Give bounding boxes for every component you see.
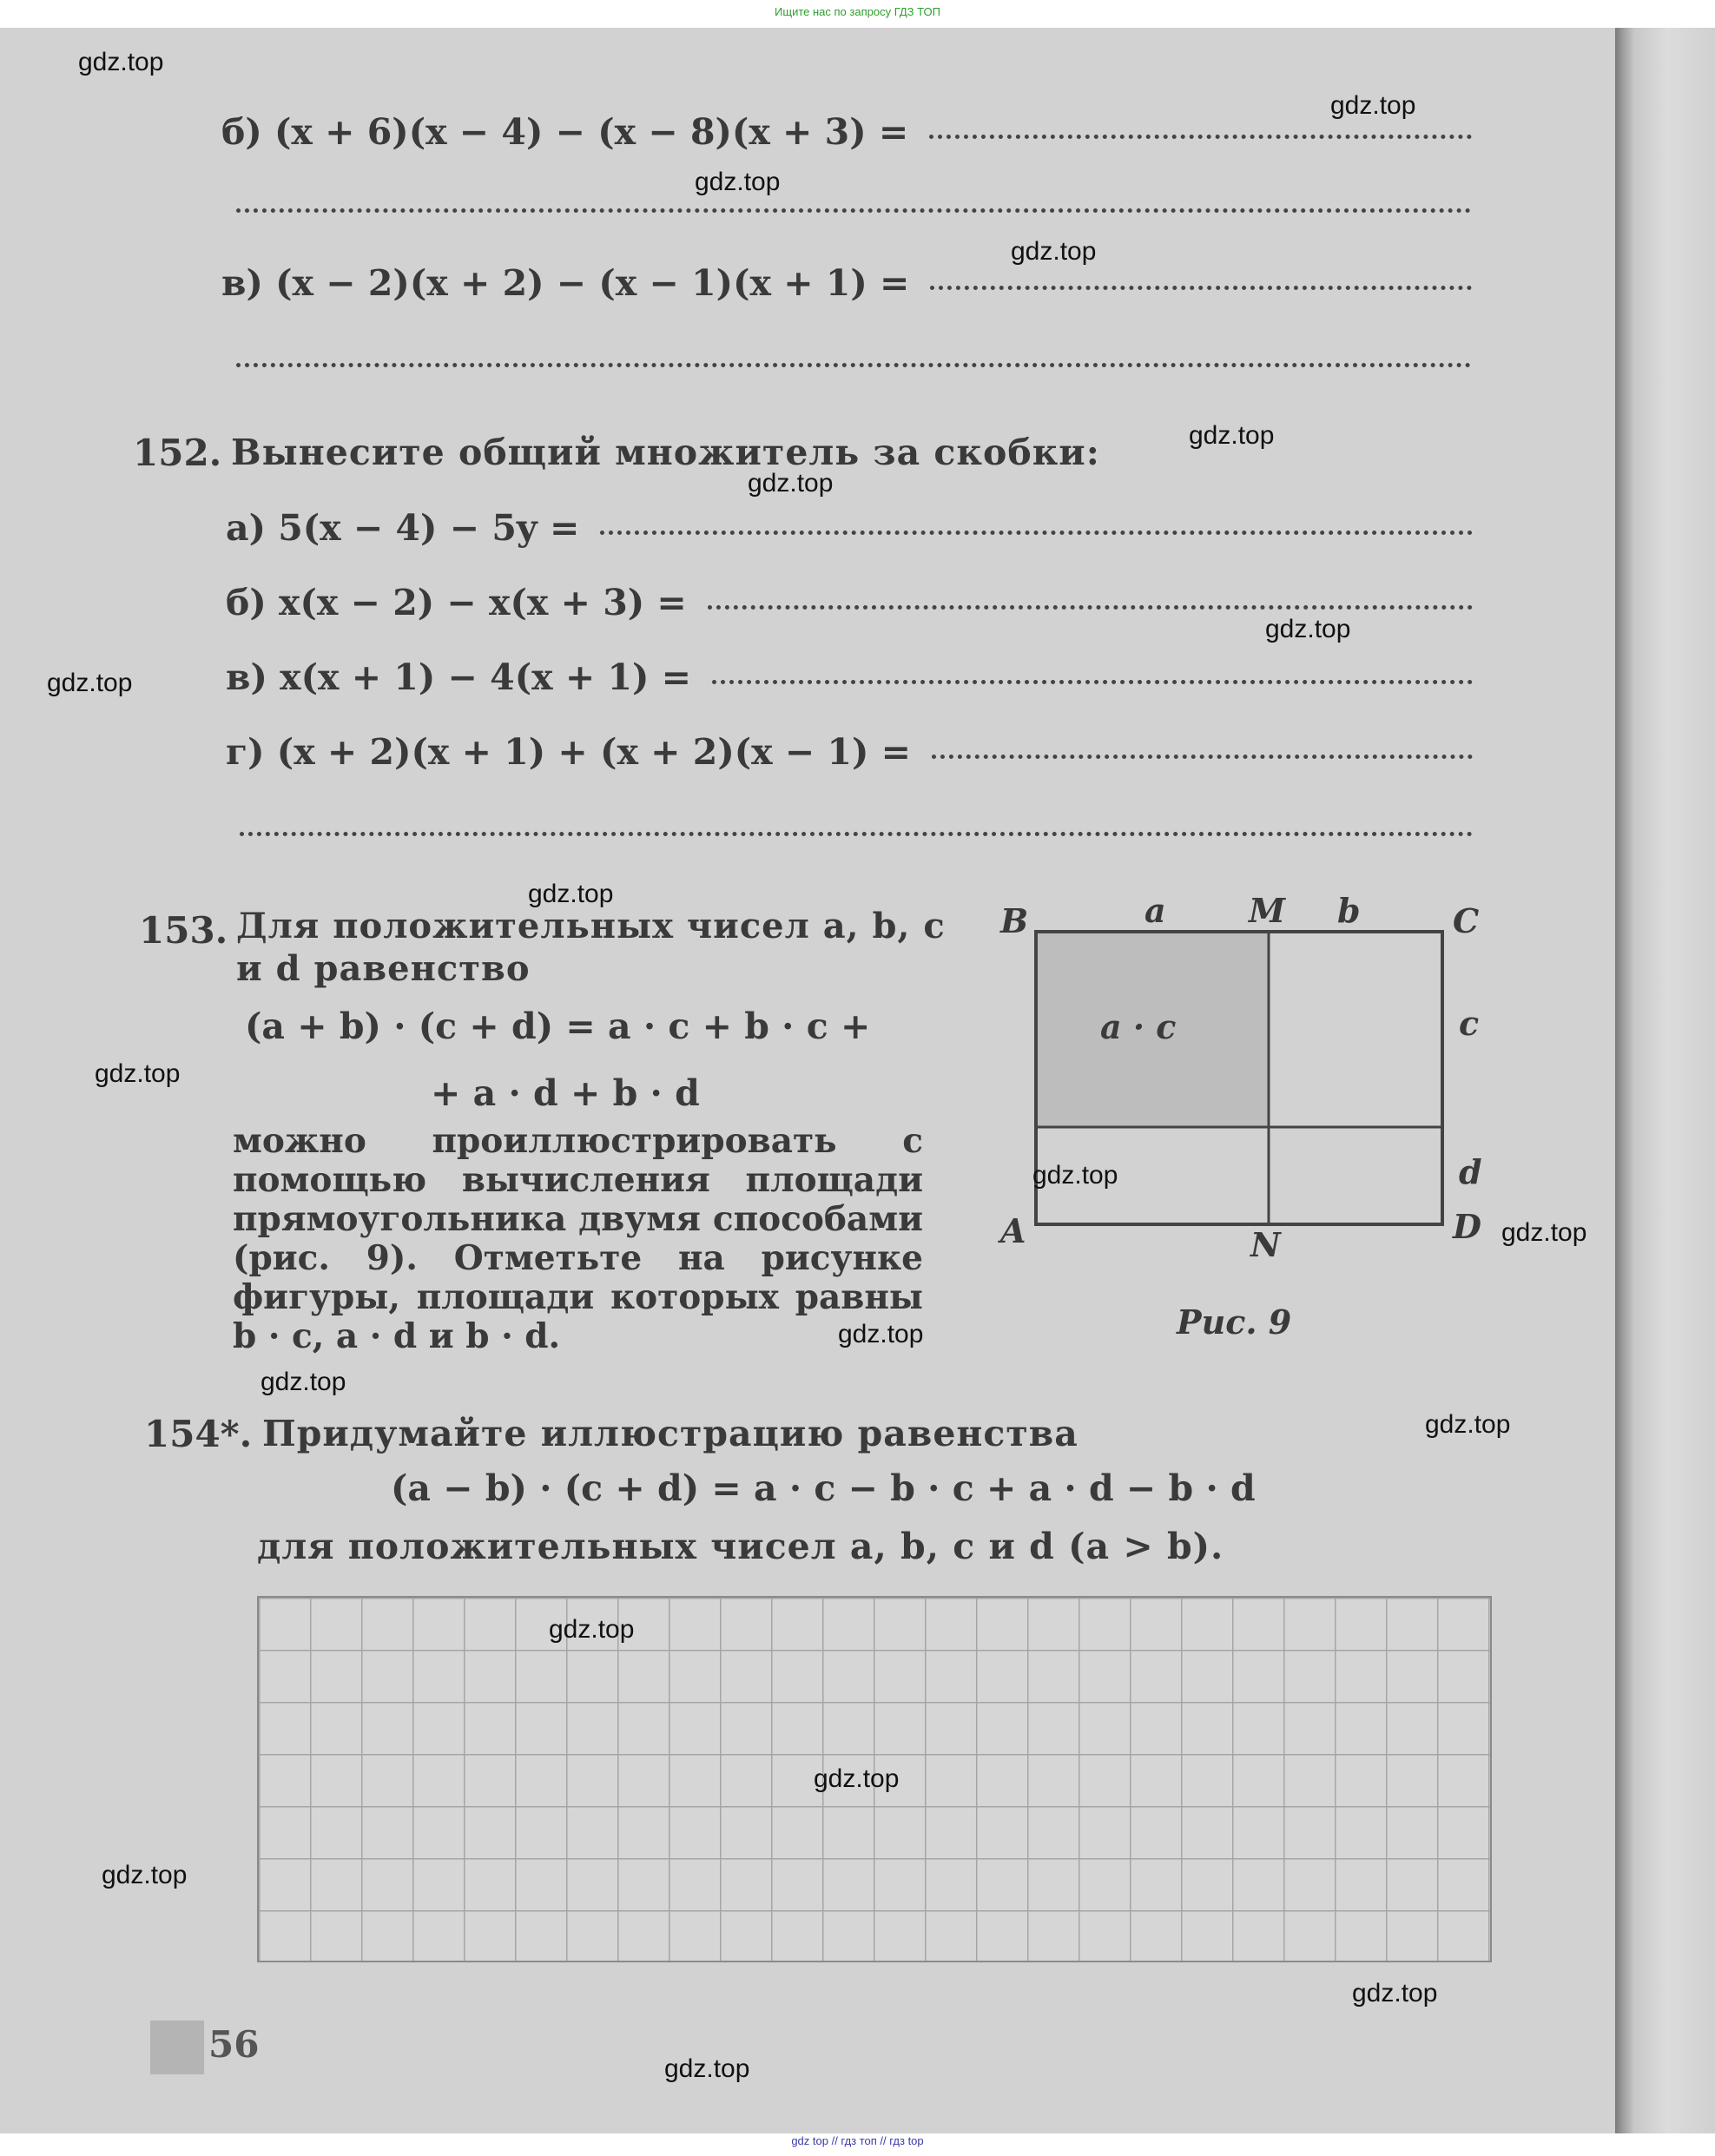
answer-dots (708, 605, 1473, 610)
task-154-formula: (a − b) · (c + d) = a · c − b · c + a · d − b · d (391, 1467, 1256, 1509)
task-153-intro-line1: Для положительных чисел a, b, c (236, 906, 946, 946)
watermark: gdz.top (47, 669, 133, 697)
label-ac: a · c (1100, 1007, 1177, 1046)
label-N: N (1250, 1225, 1281, 1264)
answer-dots (600, 531, 1473, 535)
label-c: c (1459, 1004, 1480, 1043)
task-152-b-expression: б) x(x − 2) − x(x + 3) = (226, 582, 687, 623)
label-D: D (1453, 1207, 1481, 1246)
task-154-title: Придумайте иллюстрацию равенства (262, 1413, 1078, 1454)
watermark: gdz.top (102, 1861, 188, 1889)
task-152-number: 152. (133, 432, 222, 474)
label-b: b (1337, 891, 1361, 930)
watermark: gdz.top (1352, 1979, 1438, 2008)
task-152-title: Вынесите общий множитель за скобки: (231, 432, 1100, 473)
prev-task-v-expression: в) (x − 2)(x + 2) − (x − 1)(x + 1) = (221, 262, 910, 304)
task-153-formula-line2: + a · d + b · d (431, 1072, 700, 1114)
top-note: Ищите нас по запросу ГДЗ ТОП (775, 5, 940, 18)
task-152-a (226, 507, 1473, 549)
watermark: gdz.top (95, 1059, 181, 1088)
watermark: gdz.top (838, 1320, 924, 1348)
label-d: d (1459, 1152, 1482, 1191)
task-152-a-expression: а) 5(x − 4) − 5y = (226, 507, 580, 549)
label-B: B (1000, 901, 1029, 940)
watermark: gdz.top (664, 2054, 750, 2083)
answer-dots-line (236, 208, 1471, 213)
task-152-v (226, 656, 1473, 698)
label-M: M (1249, 891, 1286, 930)
figure-9-rectangle-diagram (990, 886, 1494, 1372)
watermark: gdz.top (549, 1615, 635, 1644)
page-gutter (1615, 28, 1715, 2133)
watermark: gdz.top (261, 1368, 346, 1396)
label-a: a (1144, 891, 1166, 930)
task-153-intro-line2: и d равенство (236, 948, 531, 989)
prev-task-b-expression: б) (x + 6)(x − 4) − (x − 8)(x + 3) = (221, 111, 909, 153)
task-152-g (226, 731, 1473, 773)
task-154-condition: для положительных чисел a, b, c и d (a > b). (257, 1526, 1224, 1567)
answer-dots (712, 680, 1473, 684)
watermark: gdz.top (814, 1764, 900, 1793)
page-number-box (150, 2021, 204, 2074)
watermark: gdz.top (748, 469, 834, 498)
label-A: A (1000, 1211, 1026, 1250)
task-153-number: 153. (139, 909, 228, 952)
task-152-v-expression: в) x(x + 1) − 4(x + 1) = (226, 656, 692, 698)
task-153-formula-line1: (a + b) · (c + d) = a · c + b · c + (245, 1005, 871, 1047)
watermark: gdz.top (1032, 1161, 1118, 1190)
answer-dots (932, 755, 1473, 759)
watermark: gdz.top (1330, 91, 1416, 120)
answer-dots (930, 286, 1472, 290)
watermark: gdz.top (1265, 615, 1351, 643)
task-153-text: можно проиллюстрировать с помощью вычисления площади прямоугольника двумя способами (рис. 9). Отметьте на рисунке фигуры, площади которых равны b · c, a · d и b · d. (233, 1121, 923, 1356)
answer-dots-line (240, 832, 1473, 836)
page-number: 56 (208, 2023, 260, 2066)
watermark: gdz.top (1011, 237, 1097, 266)
watermark: gdz.top (1501, 1218, 1587, 1247)
watermark: gdz.top (695, 168, 781, 196)
task-152-g-expression: г) (x + 2)(x + 1) + (x + 2)(x − 1) = (226, 731, 912, 773)
figure-9-caption: Рис. 9 (1177, 1302, 1292, 1342)
watermark: gdz.top (528, 880, 614, 908)
watermark: gdz.top (1189, 421, 1275, 450)
prev-task-v (221, 262, 1472, 304)
answer-dots-line (236, 363, 1471, 367)
watermark: gdz.top (1425, 1410, 1511, 1439)
watermark: gdz.top (78, 48, 164, 76)
bottom-note: gdz top // гдз топ // гдз top (791, 2134, 924, 2147)
task-154-number: 154*. (144, 1413, 253, 1455)
answer-dots (929, 135, 1472, 139)
prev-task-b (221, 111, 1472, 153)
label-C: C (1453, 901, 1480, 940)
